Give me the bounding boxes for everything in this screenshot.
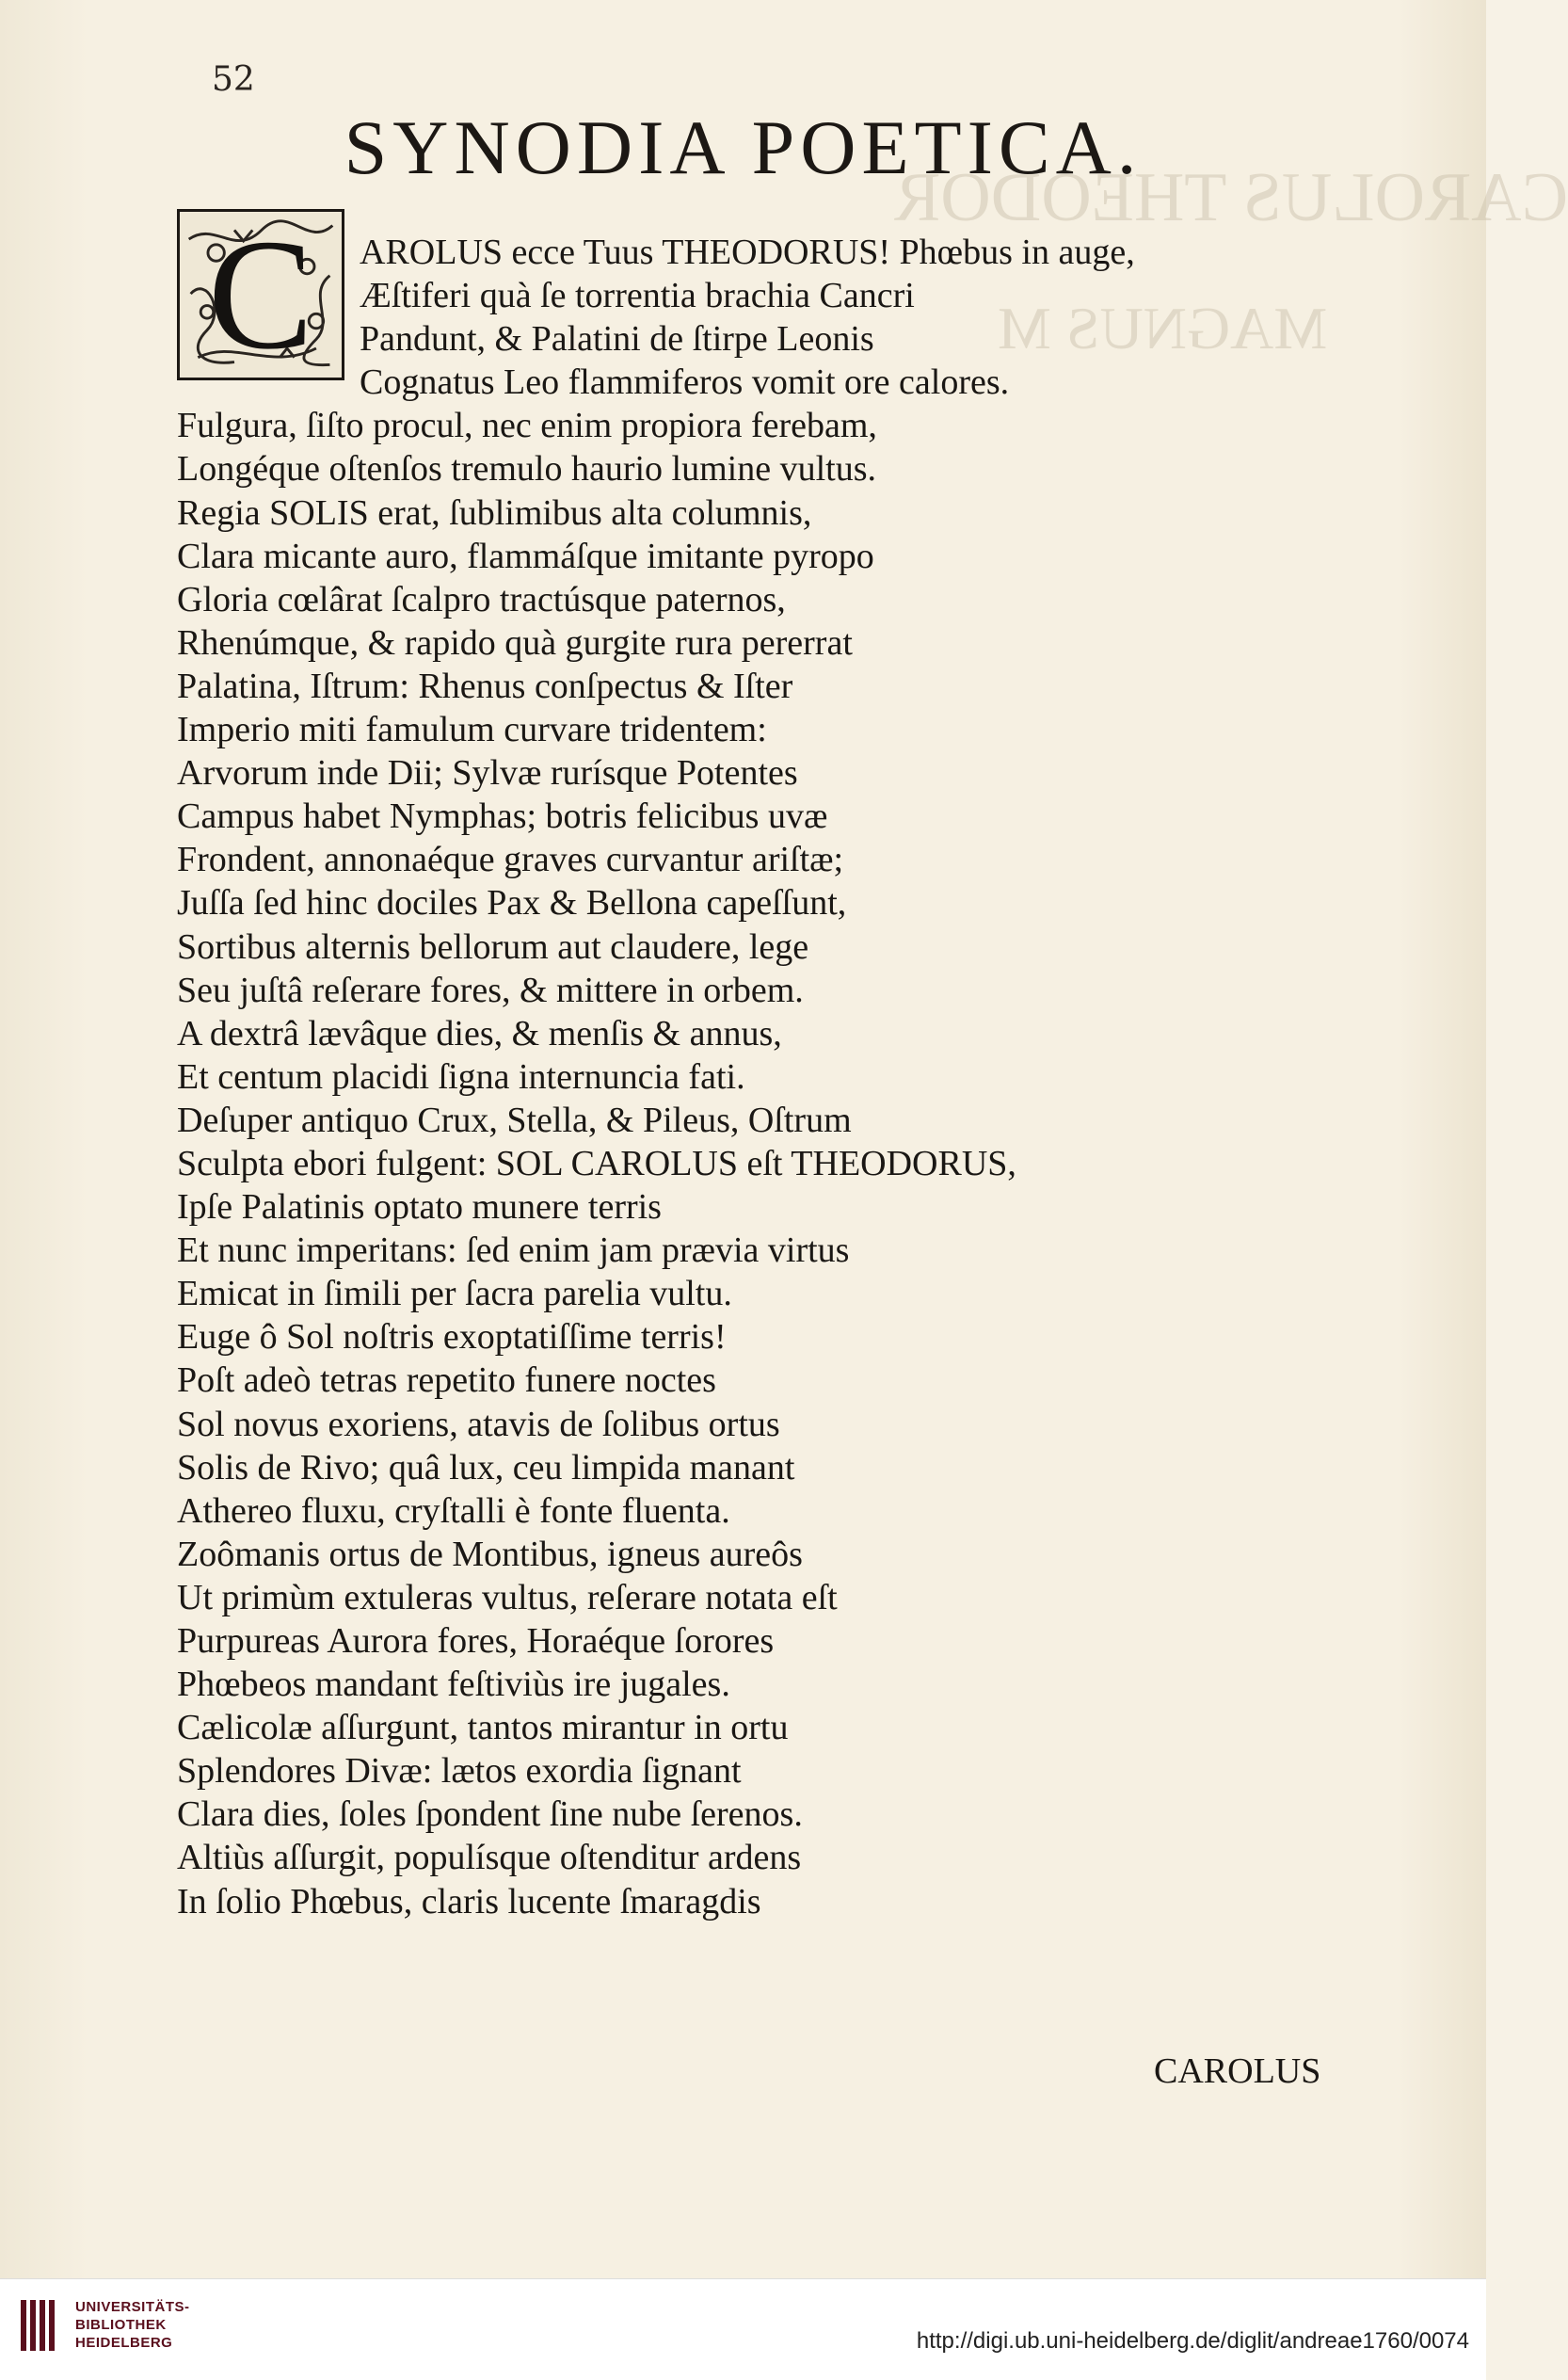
library-name-line3: HEIDELBERG	[75, 2335, 173, 2351]
poem-line: Sculpta ebori fulgent: SOL CAROLUS eſt THEODORUS,	[177, 1143, 1016, 1183]
poem-line: Imperio miti famulum curvare tridentem:	[177, 710, 767, 750]
poem-line: Zoômanis ortus de Montibus, igneus aureôs	[177, 1534, 803, 1574]
poem-line: Palatina, Iſtrum: Rhenus conſpectus & Iſter	[177, 666, 793, 706]
page-title: SYNODIA POETICA.	[344, 105, 1143, 190]
poem-line: Sortibus alternis bellorum aut claudere, lege	[177, 926, 809, 967]
page-number: 52	[212, 60, 255, 99]
poem-body	[177, 231, 1344, 1923]
poem-line: Gloria cœlârat ſcalpro tractúsque paternos,	[177, 579, 786, 619]
poem-line: Solis de Rivo; quâ lux, ceu limpida manant	[177, 1447, 795, 1488]
poem-line: Arvorum inde Dii; Sylvæ rurísque Potentes	[177, 753, 798, 794]
poem-line: Cælicolæ aſſurgunt, tantos mirantur in ortu	[177, 1708, 789, 1748]
poem-line: Ut primùm extuleras vultus, reſerare notata eſt	[177, 1577, 838, 1617]
poem-line: Euge ô Sol noſtris exoptatiſſime terris!	[177, 1317, 727, 1358]
poem-line: Deſuper antiquo Crux, Stella, & Pileus, Oſtrum	[177, 1100, 852, 1140]
library-name-line1: UNIVERSITÄTS-	[75, 2299, 190, 2315]
poem-line: Fulgura, ſiſto procul, nec enim propiora ferebam,	[177, 406, 877, 446]
poem-line: Clara micante auro, flammáſque imitante pyropo	[177, 536, 874, 576]
poem-line: Altiùs aſſurgit, populísque oſtenditur ardens	[177, 1838, 802, 1878]
poem-line: Athereo fluxu, cryſtalli è fonte fluenta.	[177, 1490, 730, 1531]
poem-line: Ipſe Palatinis optato munere terris	[177, 1187, 662, 1228]
poem-line: Sol novus exoriens, atavis de ſolibus ortus	[177, 1404, 780, 1444]
university-library-logo-icon[interactable]	[17, 2292, 58, 2358]
catchword: CAROLUS	[1154, 2051, 1321, 2091]
poem-line: Purpureas Aurora fores, Horaéque ſorores	[177, 1621, 775, 1661]
poem-line: Rhenúmque, & rapido quà gurgite rura pererrat	[177, 622, 853, 663]
permalink-url[interactable]: http://digi.ub.uni-heidelberg.de/diglit/andreae1760/0074	[916, 2328, 1469, 2354]
bleed-through-title: CAROLUS THEODOR	[894, 159, 1568, 236]
poem-line: Regia SOLIS erat, ſublimibus alta columnis,	[177, 492, 812, 533]
poem-line: Frondent, annonaéque graves curvantur ariſtæ;	[177, 840, 844, 880]
poem-line: Pandunt, & Palatini de ſtirpe Leonis	[360, 319, 874, 360]
poem-line: Longéque oſtenſos tremulo haurio lumine vultus.	[177, 449, 876, 490]
poem-line: Æſtiferi quà ſe torrentia brachia Cancri	[360, 276, 915, 316]
poem-line: Cognatus Leo flammiferos vomit ore calores.	[360, 362, 1010, 403]
library-name[interactable]	[75, 2298, 190, 2352]
poem-line: Et centum placidi ſigna internuncia fati.	[177, 1056, 745, 1097]
poem-line: Poſt adeò tetras repetito funere noctes	[177, 1360, 716, 1401]
poem-line: Emicat in ſimili per ſacra parelia vultu.	[177, 1274, 732, 1314]
poem-line: Seu juſtâ reſerare fores, & mittere in orbem.	[177, 970, 804, 1010]
poem-line: Campus habet Nymphas; botris felicibus uvæ	[177, 796, 828, 837]
poem-line: In ſolio Phœbus, claris lucente ſmaragdis	[177, 1881, 761, 1922]
poem-line: Splendores Divæ: lætos exordia ſignant	[177, 1751, 742, 1792]
poem-line: AROLUS ecce Tuus THEODORUS! Phœbus in auge,	[360, 233, 1135, 272]
library-name-line2: BIBLIOTHEK	[75, 2317, 167, 2333]
digitization-footer	[0, 2278, 1486, 2380]
poem-line: Et nunc imperitans: ſed enim jam prævia virtus	[177, 1230, 850, 1271]
initial-letter: C	[207, 207, 314, 382]
poem-line: Clara dies, ſoles ſpondent ſine nube ſerenos.	[177, 1794, 803, 1835]
poem-line: Juſſa ſed hinc dociles Pax & Bellona capeſſunt,	[177, 883, 847, 924]
poem-line: A dextrâ lævâque dies, & menſis & annus,	[177, 1013, 782, 1053]
poem-line: Phœbeos mandant feſtiviùs ire jugales.	[177, 1664, 730, 1705]
bleed-through-subtitle: MAGNUS M	[998, 295, 1328, 362]
